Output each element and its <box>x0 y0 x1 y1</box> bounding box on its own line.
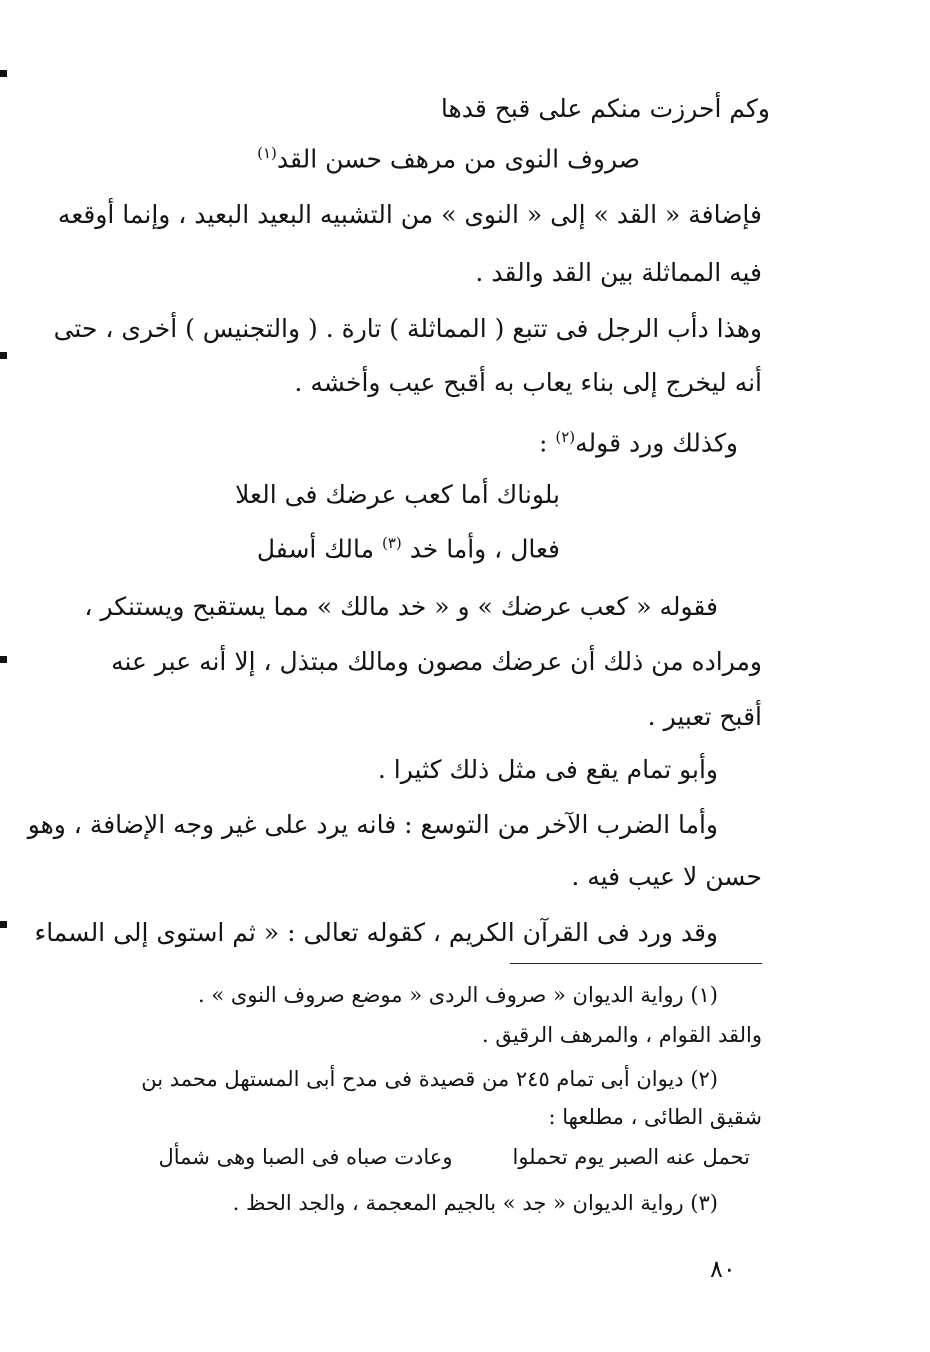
paragraph-3-line-1: فقوله « كعب عرضك » و « خد مالك » مما يستقبح ويستنكر ، <box>84 592 718 621</box>
paragraph-1-line-1: فإضافة « القد » إلى « النوى » من التشبيه البعيد البعيد ، وإنما أوقعه <box>57 200 762 229</box>
verse2-first-hemistich: بلوناك أما كعب عرضك فى العلا <box>235 480 560 509</box>
footnote-2-line-1: (٢) ديوان أبى تمام ٢٤٥ من قصيدة فى مدح أبى المستهل محمد بن <box>141 1067 718 1091</box>
paragraph-3-line-3: أقبح تعبير . <box>647 702 762 731</box>
footnote-3-line-1: (٣) رواية الديوان « جد » بالجيم المعجمة ، والجد الحظ . <box>232 1191 718 1215</box>
paragraph-6-line-1: وقد ورد فى القرآن الكريم ، كقوله تعالى : « ثم استوى إلى السماء <box>34 918 718 947</box>
paragraph-1-line-2: فيه المماثلة بين القد والقد . <box>475 258 762 287</box>
footnote-ref-1: (١) <box>257 144 277 162</box>
verse2-intro <box>539 420 738 460</box>
paragraph-2-line-2: أنه ليخرج إلى بناء يعاب به أقبح عيب وأخشه . <box>294 368 762 397</box>
verse2-second-part-a: فعال ، وأما خد <box>409 534 560 564</box>
footnote-separator <box>510 963 762 964</box>
scan-mark <box>0 70 7 77</box>
footnote-2-verse-second: وعادت صباه فى الصبا وهى شمأل <box>158 1145 453 1169</box>
paragraph-3-line-2: ومراده من ذلك أن عرضك مصون ومالك مبتذل ، إلا أنه عبر عنه <box>111 647 762 676</box>
footnote-ref-2: (٢) <box>555 428 576 446</box>
verse2-second-hemistich <box>257 526 560 566</box>
scan-mark <box>0 352 7 359</box>
paragraph-2-line-1: وهذا دأب الرجل فى تتبع ( المماثلة ) تارة . ( والتجنيس ) أخرى ، حتى <box>53 314 762 343</box>
footnote-2-verse-first: تحمل عنه الصبر يوم تحملوا <box>512 1145 750 1169</box>
footnote-1-line-1: (١) رواية الديوان « صروف الردى « موضع صروف النوى » . <box>198 983 718 1007</box>
scan-mark <box>0 656 7 663</box>
verse1-first-hemistich: وكم أحرزت منكم على قبح قدها <box>440 94 770 123</box>
scan-mark <box>0 921 7 928</box>
paragraph-5-line-2: حسن لا عيب فيه . <box>571 862 762 891</box>
verse2-intro-text: وكذلك ورد قوله <box>575 428 738 458</box>
verse1-second-hemistich <box>257 136 640 176</box>
page-number: ٨٠ <box>710 1255 736 1283</box>
footnote-ref-3: (٣) <box>381 534 402 552</box>
footnote-2-verse <box>159 1142 751 1172</box>
verse2-second-part-b: مالك أسفل <box>256 534 374 564</box>
paragraph-5-line-1: وأما الضرب الآخر من التوسع : فانه يرد على غير وجه الإضافة ، وهو <box>27 810 718 839</box>
verse2-intro-colon: : <box>538 428 548 458</box>
paragraph-4-line-1: وأبو تمام يقع فى مثل ذلك كثيرا . <box>377 755 718 784</box>
verse1-second-text: صروف النوى من مرهف حسن القد <box>276 144 640 174</box>
footnote-2-line-2: شقيق الطائى ، مطلعها : <box>548 1105 762 1129</box>
footnote-1-line-2: والقد القوام ، والمرهف الرقيق . <box>481 1023 762 1047</box>
